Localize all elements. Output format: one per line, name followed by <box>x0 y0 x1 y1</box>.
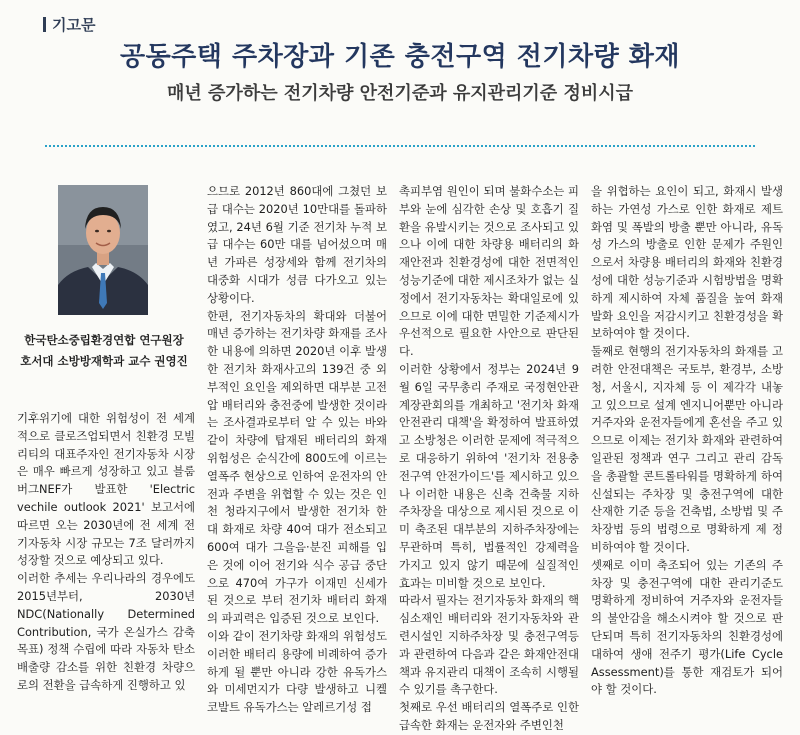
body-column-4: 을 위협하는 요인이 되고, 화재시 발생하는 가연성 가스로 인한 화재로 제트화염 및 폭발의 방출 뿐만 아니라, 유독성 가스의 방출로 인한 문제가 주원인으로서 차량용 배터리의 화재와 친환경성에 대한 성능기준과 시험방법을 명확하게 제시하여 자체 품질을 높여 화재 발화 요인을 저감시키고 친환경성을 확보하여야 할 것이다. 둘째로 현행의 전기자동차의 화재를 고려한 안전대책은 국토부, 환경부, 소방청, 서울시, 지자체 등 이 제각각 내놓고 있으므로 설계 엔지니어뿐만 아니라 거주자와 운전자들에게 혼선을 주고 있으므로 이제는 전기차 화재와 관련하여 일관된 정책과 연구 그리고 관리 감독을 총괄할 콘트롤타워를 명확하게 하여 신설되는 주차장 및 충전구역에 대한 산재한 기준 등을 건축법, 소방법 및 주차장법 등의 법령으로 명확하게 제 정비하여야 할 것이다. 셋째로 이미 축조되어 있는 기존의 주차장 및 충전구역에 대한 관리기준도 명확하게 정비하여 거주자와 운전자들의 불안감을 해소시켜야 할 것으로 판단되며 특히 전기자동차의 친환경성에 대하여 생애 전주기 평가(Life Cycle Assessment)를 통한 재검토가 되어야 할 것이다. <box>591 184 783 697</box>
body-column-2: 으므로 2012년 860대에 그쳤던 보급 대수는 2020년 10만대를 돌파하였고, 24년 6월 기준 전기차 누적 보급 대수는 60만 대를 넘어섰으며 매년 가파른 성장세와 함께 전기차의 대중화 시대가 성큼 다가오고 있는 상황이다. 한편, 전기자동차의 확대와 더불어 매년 증가하는 전기차량 화재를 조사한 내용에 의하면 2020년 이후 발생한 전기차 화재사고의 139건 중 외부적인 요인을 제외하면 대부분 고전압 배터리와 충전중에 발생한 것이라는 조사결과로부터 알 수 있는 바와 같이 차량에 탑재된 배터리의 화재 위험성은 순식간에 800도에 이르는 열폭주 현상으로 인하여 운전자의 안전과 주변을 위협할 수 있는 것은 인천 청라지구에서 발생한 전기차 한 대 화재로 차량 40여 대가 전소되고 600여 대가 그을음·분진 피해를 입은 것에 이어 전기와 식수 공급 중단으로 470여 가구가 이재민 신세가 된 것으로 부터 전기차 배터리 화재의 파괴력은 입증된 것으로 보인다. 이와 같이 전기차량 화재의 위험성도 이러한 배터리 용량에 비례하여 증가하게 될 뿐만 아니라 강한 유독가스와 미세먼지가 다량 발생하고 니켈 코발트 유독가스는 알레르기성 접 <box>207 184 387 715</box>
section-tag-bar <box>43 17 46 32</box>
section-tag <box>43 14 95 35</box>
body-column-1: 기후위기에 대한 위험성이 전 세계적으로 클로즈업되면서 친환경 모빌리티의 대표주자인 전기자동차 시장은 매우 빠르게 성장하고 있고 블룸버그NEF가 발표한 'Electric vechile outlook 2021' 보고서에 따르면 오는 2030년에 전 세계 전기자동차 시장 규모는 7조 달러까지 성장할 것으로 예상되고 있다. 이러한 추세는 우리나라의 경우에도 2015년부터, 2030년 NDC(Nationally Determined Contribution, 국가 온실가스 감축목표) 정책 수립에 따라 자동차 탄소배출량 감소를 위한 친환경 차량으로의 전환을 급속하게 진행하고 있 <box>17 411 195 692</box>
author-affiliation: 한국탄소중립환경연합 연구원장 <box>24 333 184 347</box>
section-tag-label: 기고문 <box>52 16 96 34</box>
author-caption <box>14 330 194 372</box>
page-title: 공동주택 주차장과 기존 충전구역 전기차량 화재 <box>119 42 681 72</box>
body-column-3: 촉피부염 원인이 되며 불화수소는 피부와 눈에 심각한 손상 및 호흡기 질환을 유발시키는 것으로 조사되고 있으나 이에 대한 차량용 배터리의 화재안전과 친환경성에 대한 전면적인 성능기준에 대한 제시조차가 없는 실정에서 전기자동차는 확대일로에 있으므로 이에 대한 면밀한 기준제시가 우선적으로 필요한 사안으로 판단된다. 이러한 상황에서 정부는 2024년 9월 6일 국무총리 주재로 국정현안관계장관회의를 개최하고 '전기차 화재안전관리 대책'을 확정하여 발표하였고 소방청은 이러한 문제에 적극적으로 대응하기 위하여 '전기차 전용충전구역 안전가이드'를 제시하고 있으나 이러한 내용은 신축 건축물 지하주차장을 대상으로 제시된 것으로 이미 축조된 대부분의 지하주차장에는 무관하며 특히, 법률적인 강제력을 가지고 있지 않기 때문에 실질적인 효과는 미비할 것으로 보인다. 따라서 필자는 전기자동차 화재의 핵심소재인 배터리와 전기자동차와 관련시설인 지하주차장 및 충전구역등과 관련하여 다음과 같은 화재안전대책과 유지관리 대책이 조속히 시행될 수 있기를 촉구한다. 첫째로 우선 배터리의 열폭주로 인한 급속한 화재는 운전자와 주변인천 <box>399 184 579 732</box>
page-subtitle: 매년 증가하는 전기차량 안전기준과 유지관리기준 정비시급 <box>166 83 634 104</box>
dotted-divider <box>45 145 755 147</box>
author-name: 호서대 소방방재학과 교수 권영진 <box>20 354 188 368</box>
author-photo <box>58 185 148 315</box>
